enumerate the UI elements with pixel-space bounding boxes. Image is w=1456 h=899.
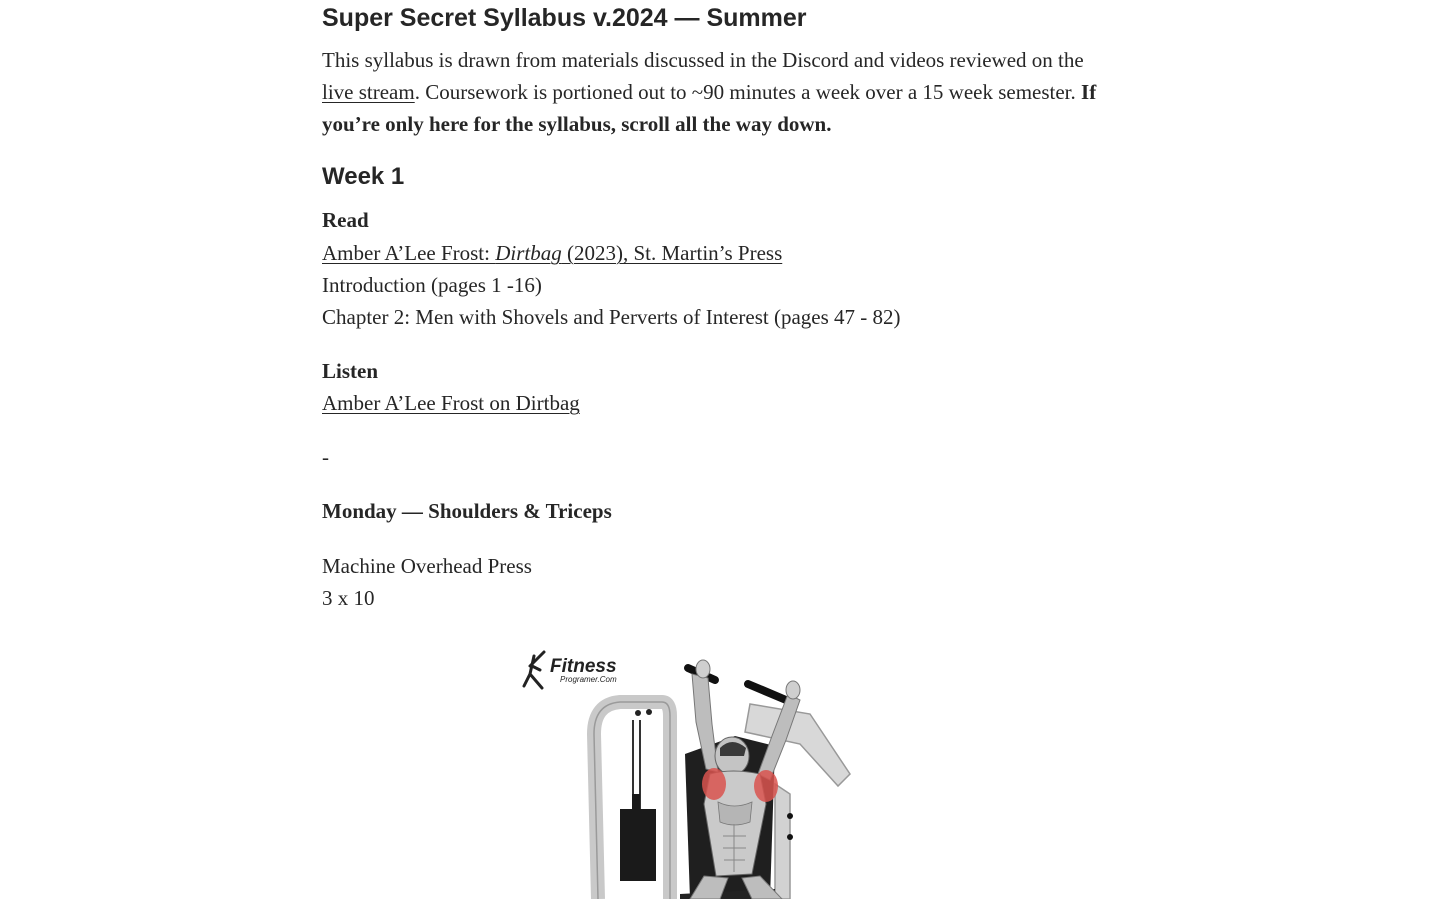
section-divider: - [322,445,329,469]
post-title: Super Secret Syllabus v.2024 — Summer [322,4,807,32]
highlighted-deltoid-right [754,770,778,802]
intro-text-1: This syllabus is drawn from materials discussed in the Discord and videos reviewed on the [322,48,1084,72]
live-stream-link[interactable]: live stream [322,80,415,104]
machine-press-illustration [520,644,860,899]
fitness-programer-logo [524,652,617,688]
intro-text-2: . Coursework is portioned out to ~90 minutes a week over a 15 week semester. [414,80,1082,104]
book-link[interactable] [322,237,782,269]
podcast-link[interactable]: Amber A’Lee Frost on Dirtbag [322,391,580,415]
listen-label: Listen [322,359,379,383]
exercise-name: Machine Overhead Press [322,554,532,578]
workout-heading: Monday — Shoulders & Triceps [322,499,612,523]
exercise-illustration [520,644,860,899]
book-title: Dirtbag [495,241,562,265]
exercise-sets: 3 x 10 [322,586,375,610]
intro-paragraph [322,44,1112,140]
reading-item: Introduction (pages 1 -16) [322,273,542,297]
book-details: (2023), St. Martin’s Press [561,241,783,265]
reading-item: Chapter 2: Men with Shovels and Perverts of Interest (pages 47 - 82) [322,305,901,329]
intro-bold-note: If you’re only here for the syllabus, scroll all the way down. [322,80,1097,136]
book-author: Amber A’Lee Frost: [322,241,496,265]
logo-subtext: Programer.Com [560,675,617,684]
read-label: Read [322,208,369,232]
highlighted-deltoid-left [702,768,726,800]
week-heading: Week 1 [322,163,405,190]
logo-text: Fitness [550,656,617,677]
